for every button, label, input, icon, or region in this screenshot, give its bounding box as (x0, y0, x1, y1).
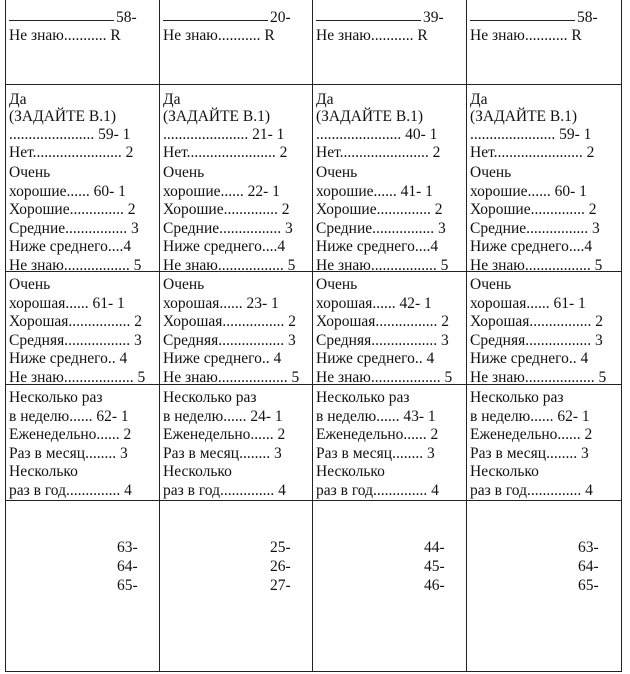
frequency-option: в неделю...... 62- 1 (9, 407, 129, 425)
response-code: 63- (117, 539, 138, 556)
rating-option: Средние................ 3 (9, 219, 139, 237)
rating-option: Хорошие.............. 2 (9, 201, 136, 219)
dont-know-option: Не знаю........... R (9, 27, 121, 44)
answer-column-2 (160, 0, 314, 671)
answer-column-3 (313, 0, 467, 671)
top-code: 39- (423, 9, 444, 26)
no-option: Нет....................... 2 (470, 144, 595, 161)
rating-option: Ниже среднего....4 (470, 238, 593, 256)
rating-option: Средняя................. 3 (470, 331, 603, 349)
rating-option: хорошая...... 61- 1 (9, 294, 125, 312)
rating-option: хорошие...... 60- 1 (470, 182, 587, 200)
frequency-option: Еженедельно...... 2 (9, 426, 132, 444)
yes-option: Да (163, 91, 181, 108)
response-code: 64- (578, 558, 599, 575)
rating-option: хорошая...... 23- 1 (163, 294, 279, 312)
rating-option: Не знаю................. 5 (9, 257, 142, 274)
yes-code-line: ...................... 59- 1 (9, 126, 131, 143)
ask-instruction: (ЗАДАЙТЕ В.1) (470, 108, 578, 125)
rating-option: Не знаю................. 5 (316, 257, 449, 274)
response-code: 63- (578, 539, 599, 556)
rating-option: Хорошие.............. 2 (163, 201, 290, 219)
response-code: 44- (424, 539, 445, 556)
frequency-option: Несколько (316, 463, 385, 481)
rating-option: Не знаю.................. 5 (163, 369, 300, 386)
blank-field-line (9, 20, 114, 21)
rating-option: Ниже среднего.. 4 (470, 350, 589, 368)
rating-option: Очень (163, 276, 205, 293)
rating-option: Хорошая................ 2 (163, 313, 297, 331)
rating-option: Очень (9, 276, 51, 293)
rating-option: хорошая...... 61- 1 (470, 294, 586, 312)
response-code: 26- (270, 558, 291, 575)
frequency-option: Раз в месяц........ 3 (316, 444, 435, 462)
rating-option: Не знаю.................. 5 (470, 369, 607, 386)
frequency-option: в неделю...... 43- 1 (316, 407, 436, 425)
no-option: Нет....................... 2 (163, 144, 288, 161)
rating-option: Ниже среднего.. 4 (316, 350, 435, 368)
rating-option: Средние................ 3 (470, 219, 600, 237)
dont-know-option: Не знаю........... R (163, 27, 275, 44)
ask-instruction: (ЗАДАЙТЕ В.1) (9, 108, 117, 125)
no-option: Нет....................... 2 (316, 144, 441, 161)
rating-option: Хорошая................ 2 (9, 313, 143, 331)
frequency-option: в неделю...... 62- 1 (470, 407, 590, 425)
rating-option: Средние................ 3 (316, 219, 446, 237)
yes-option: Да (9, 91, 27, 108)
frequency-option: Еженедельно...... 2 (316, 426, 439, 444)
rating-option: Хорошая................ 2 (316, 313, 450, 331)
rating-option: Хорошие.............. 2 (316, 201, 443, 219)
response-code: 25- (270, 539, 291, 556)
rating-option: Хорошие.............. 2 (470, 201, 597, 219)
rating-option: Ниже среднего.. 4 (163, 350, 282, 368)
frequency-option: Раз в месяц........ 3 (163, 444, 282, 462)
rating-option: Очень (9, 164, 51, 181)
response-code: 45- (424, 558, 445, 575)
rating-option: Средние................ 3 (163, 219, 293, 237)
yes-code-line: ...................... 59- 1 (470, 126, 592, 143)
top-code: 20- (270, 9, 291, 26)
rating-option: Средняя................. 3 (9, 331, 142, 349)
rating-option: Средняя................. 3 (316, 331, 449, 349)
ask-instruction: (ЗАДАЙТЕ В.1) (316, 108, 424, 125)
rating-option: хорошая...... 42- 1 (316, 294, 432, 312)
yes-option: Да (470, 91, 488, 108)
top-code: 58- (116, 9, 137, 26)
blank-field-line (163, 20, 268, 21)
rating-option: Очень (470, 164, 512, 181)
frequency-option: Еженедельно...... 2 (163, 426, 286, 444)
rating-option: Средняя................. 3 (163, 331, 296, 349)
frequency-option: раз в год.............. 4 (9, 482, 132, 499)
rating-option: Очень (316, 164, 358, 181)
rating-option: Очень (316, 276, 358, 293)
no-option: Нет....................... 2 (9, 144, 134, 161)
rating-option: хорошие...... 41- 1 (316, 182, 433, 200)
frequency-option: Несколько (470, 463, 539, 481)
response-code: 65- (117, 577, 138, 594)
top-code: 58- (577, 9, 598, 26)
response-code: 27- (270, 577, 291, 594)
rating-option: Не знаю.................. 5 (316, 369, 453, 386)
response-code: 46- (424, 577, 445, 594)
rating-option: Не знаю.................. 5 (9, 369, 146, 386)
rating-option: Не знаю................. 5 (470, 257, 603, 274)
frequency-option: Раз в месяц........ 3 (9, 444, 128, 462)
frequency-option: Несколько раз (316, 389, 410, 406)
yes-code-line: ...................... 40- 1 (316, 126, 438, 143)
frequency-option: в неделю...... 24- 1 (163, 407, 283, 425)
frequency-option: Несколько раз (9, 389, 103, 406)
rating-option: Очень (163, 164, 205, 181)
frequency-option: Еженедельно...... 2 (470, 426, 593, 444)
rating-option: хорошие...... 22- 1 (163, 182, 280, 200)
ask-instruction: (ЗАДАЙТЕ В.1) (163, 108, 271, 125)
response-code: 64- (117, 558, 138, 575)
frequency-option: раз в год.............. 4 (163, 482, 286, 499)
frequency-option: Несколько (9, 463, 78, 481)
frequency-option: раз в год.............. 4 (470, 482, 593, 499)
frequency-option: Несколько (163, 463, 232, 481)
frequency-option: Несколько раз (470, 389, 564, 406)
response-code: 65- (578, 577, 599, 594)
answer-column-4 (467, 0, 621, 671)
rating-option: Ниже среднего....4 (163, 238, 286, 256)
blank-field-line (316, 20, 421, 21)
rating-option: хорошие...... 60- 1 (9, 182, 126, 200)
rating-option: Ниже среднего....4 (9, 238, 132, 256)
dont-know-option: Не знаю........... R (470, 27, 582, 44)
rating-option: Очень (470, 276, 512, 293)
frequency-option: раз в год.............. 4 (316, 482, 439, 499)
rating-option: Не знаю................. 5 (163, 257, 296, 274)
rating-option: Ниже среднего....4 (316, 238, 439, 256)
frequency-option: Несколько раз (163, 389, 257, 406)
frequency-option: Раз в месяц........ 3 (470, 444, 589, 462)
dont-know-option: Не знаю........... R (316, 27, 428, 44)
rating-option: Хорошая................ 2 (470, 313, 604, 331)
answer-column-1 (6, 0, 160, 671)
rating-option: Ниже среднего.. 4 (9, 350, 128, 368)
blank-field-line (470, 20, 575, 21)
yes-option: Да (316, 91, 334, 108)
yes-code-line: ...................... 21- 1 (163, 126, 285, 143)
